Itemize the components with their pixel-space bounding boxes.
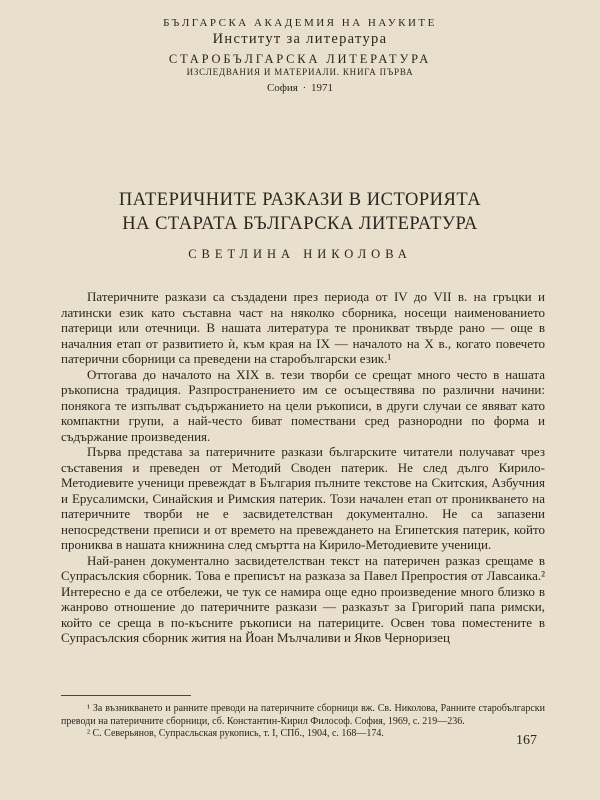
article-body (61, 289, 545, 646)
article-title-line-1: ПАТЕРИЧНИТЕ РАЗКАЗИ В ИСТОРИЯТА (118, 190, 482, 210)
academy-name: БЪЛГАРСКА АКАДЕМИЯ НА НАУКИТЕ (163, 17, 437, 29)
footnote-2: ² С. Северьянов, Супрасльская рукопись, т. I, СПб., 1904, с. 168—174. (87, 728, 384, 739)
footnotes (61, 703, 545, 741)
paragraph-2: Оттогава до началото на XIX в. тези творби се срещат много често в нашата ръкописна традиция. Разпространението им се осъществява по различни начини: понякога те изпълват съдържанието на цели ръкописи, в други случаи се явяват като компактни групи, а най-често биват помествани сред разнородни по форма и съдържание произведения. (61, 366, 545, 444)
article-title (0, 188, 600, 236)
footnote-divider (61, 695, 191, 696)
footnote-1: ¹ За възникването и ранните преводи на патеричните сборници вж. Св. Николова, Ранните старобългарски преводи на патеричните сборници, сб. Константин-Кирил Философ. София, 1969, с. 219—236. (61, 703, 545, 727)
page-number: 167 (516, 733, 537, 748)
series-subtitle: ИЗСЛЕДВАНИЯ И МАТЕРИАЛИ. КНИГА ПЪРВА (186, 67, 414, 77)
series-title: СТАРОБЪЛГАРСКА ЛИТЕРАТУРА (168, 51, 432, 66)
article-author: СВЕТЛИНА НИКОЛОВА (188, 247, 412, 261)
paragraph-3: Първа представа за патеричните разкази българските читатели получават чрез съставения и преведен от Методий Сводeн патерик. Не след дълго Кирило-Методиевите ученици превеждат в България пълните текстове на Скитския, Азбучния и Ерусалимски, Синайския и Римския патерик. Този начален етап от проникването на патеричните творби не е засвидетелстван документално. Не са запазени непосредствени преписи и от времето на превеждането на Египетския патерик, който прониква в нашата книжнина след смъртта на Кирило-Методиевите ученици. (61, 444, 545, 552)
paragraph-1: Патеричните разкази са създадени през периода от IV до VII в. на гръцки и латински език като съставна част на няколко сборника, носещи наименованието патерици или отечници. В нашата литература те проникват твърде рано — още в началния етап от развитието ѝ, към края на IX — началото на X в., когато повечето патерични сборници са преведени на старобългарски език.¹ (61, 289, 545, 366)
paragraph-4: Най-ранен документално засвидетелстван текст на патеричен разказ срещаме в Супрасълския сборник. Това е преписът на разказа за Павел Препростия от Лавсаика.² Интересно е да се отбележи, че тук се намира още едно произведение много близко в жанрово отношение до патеричните разкази — разказът за Григорий папа римски, който се среща в по-късните ръкописи на патериците. Освен това поместените в Супрасълския сборник жития на Йоан Мълчаливи и Яков Черноризец (61, 552, 545, 645)
place-and-year: София · 1971 (266, 82, 334, 94)
article-title-line-2: НА СТАРАТА БЪЛГАРСКА ЛИТЕРАТУРА (122, 214, 478, 234)
publication-header (0, 18, 600, 94)
institute-name: Институт за литература (212, 31, 388, 47)
